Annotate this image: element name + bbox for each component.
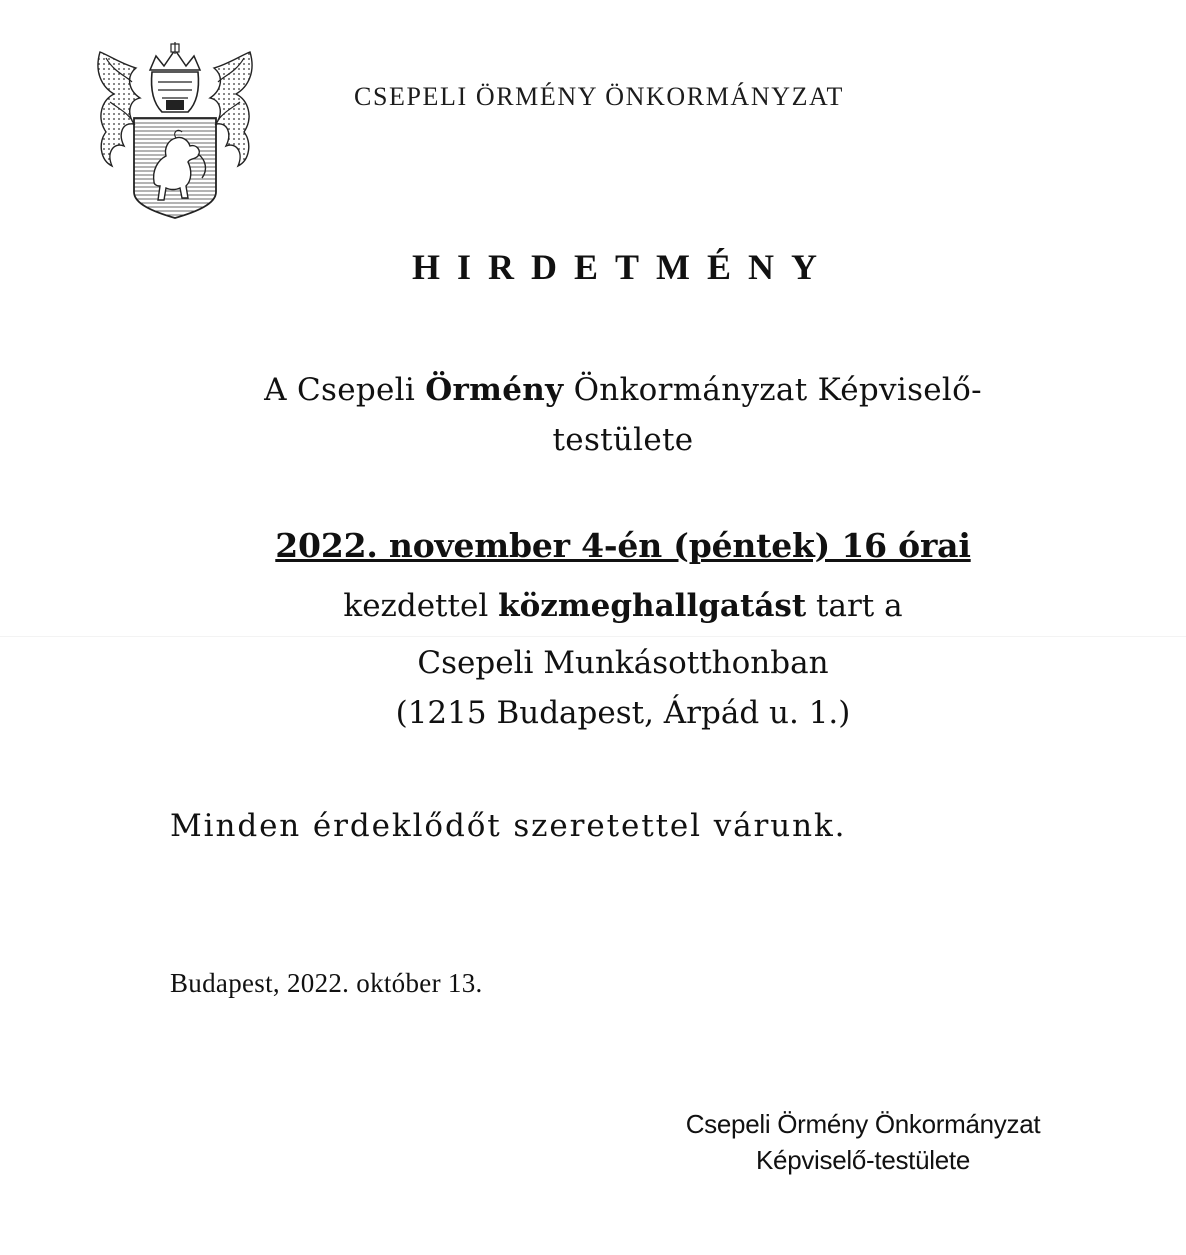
invitation-text: Minden érdeklődőt szeretettel várunk. [170,808,847,844]
hearing-line [0,588,1186,624]
signature-line-2: Képviselő-testülete [756,1145,970,1175]
intro-line-2: testülete [552,422,694,458]
hearing-post-text: tart a [806,588,903,624]
hearing-bold-text: közmeghallgatást [498,588,807,624]
venue-address: (1215 Budapest, Árpád u. 1.) [395,695,851,731]
page-title: HIRDETMÉNY [411,247,835,287]
intro-line [0,372,1186,408]
organization-header: CSEPELI ÖRMÉNY ÖNKORMÁNYZAT [354,82,845,111]
coat-of-arms-icon [92,42,258,220]
event-date-time: 2022. november 4-én (péntek) 16 órai [275,526,971,565]
intro-post-text: Önkormányzat Képviselő- [563,372,982,408]
divider [0,636,1186,637]
place-and-date: Budapest, 2022. október 13. [170,968,483,998]
venue-name: Csepeli Munkásotthonban [417,645,829,681]
intro-bold-text: Örmény [425,372,564,408]
signature-line-1: Csepeli Örmény Önkormányzat [685,1109,1041,1139]
hearing-pre-text: kezdettel [343,588,499,624]
intro-pre-text: A Csepeli [264,372,426,408]
signature-block [672,1106,1054,1178]
